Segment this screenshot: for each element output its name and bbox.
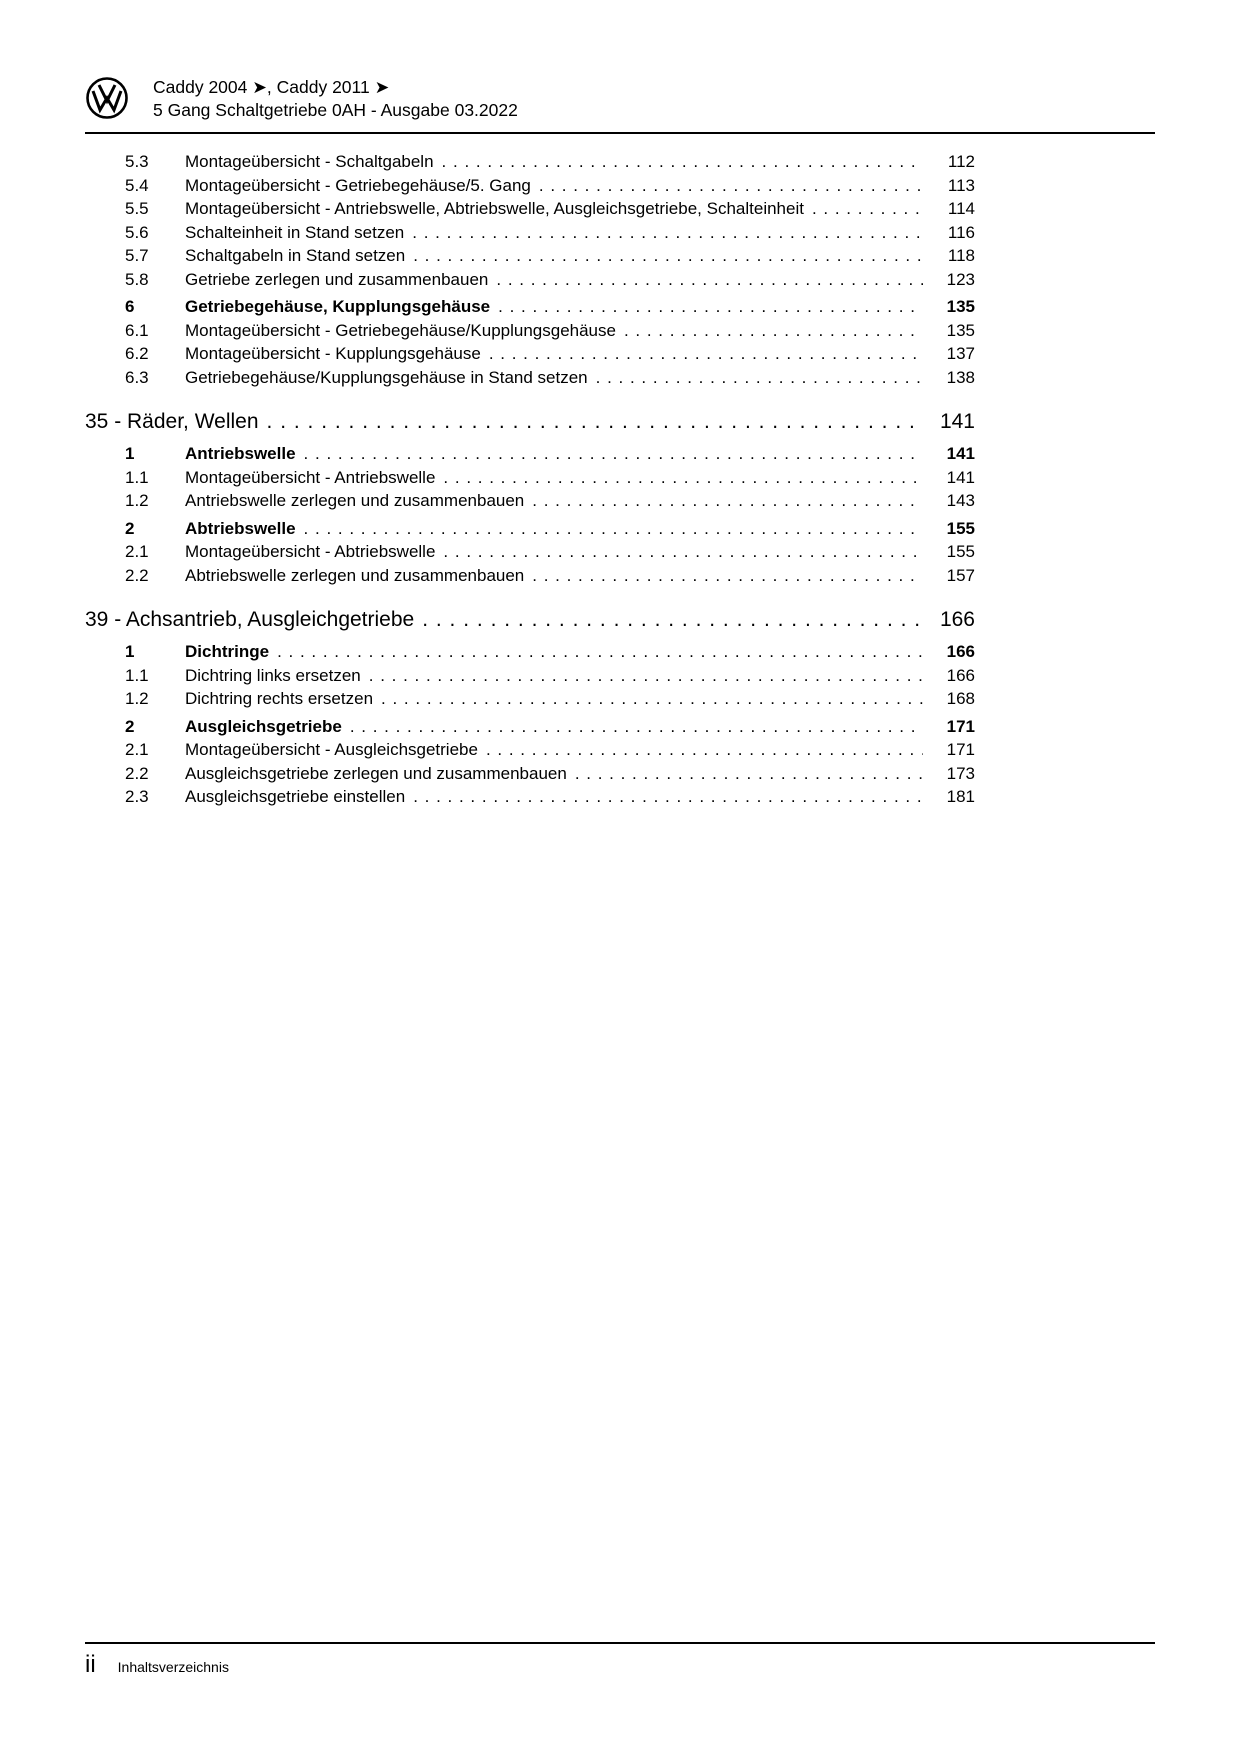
toc-entry-page: 181 xyxy=(946,787,975,806)
dot-leader xyxy=(413,785,923,809)
toc-entry-page: 173 xyxy=(946,763,975,783)
toc-entry-title: Montageübersicht - Getriebegehäuse/5. Gang xyxy=(185,175,531,195)
toc-row xyxy=(85,197,1155,221)
header-text-block xyxy=(153,76,518,122)
toc-row xyxy=(85,442,1155,466)
toc-row xyxy=(85,517,1155,541)
dot-leader xyxy=(443,466,923,490)
toc-row xyxy=(85,540,1155,564)
toc-row xyxy=(85,150,1155,174)
dot-leader xyxy=(442,150,923,174)
toc-entry-page: 137 xyxy=(946,344,975,363)
dot-leader xyxy=(539,174,923,198)
toc-row xyxy=(85,408,1155,435)
toc-entry-title: Antriebswelle xyxy=(185,444,296,463)
toc-entry-title: 35 - Räder, Wellen xyxy=(85,410,259,433)
footer-section-label: Inhaltsverzeichnis xyxy=(117,1659,229,1675)
toc-entry-number: 5.7 xyxy=(125,246,149,265)
toc-entry-number: 5.5 xyxy=(125,199,149,218)
toc-entry-number: 5.6 xyxy=(125,222,149,242)
toc-entry-page: 118 xyxy=(947,246,975,265)
toc-entry-page: 138 xyxy=(946,367,975,387)
toc-entry-number: 6 xyxy=(125,297,135,316)
toc-entry-title: Abtriebswelle zerlegen und zusammenbauen xyxy=(185,565,525,585)
toc-entry-page: 114 xyxy=(947,199,975,218)
toc-entry-number: 2.1 xyxy=(125,542,149,561)
toc-entry-page: 166 xyxy=(946,642,975,661)
dot-leader xyxy=(532,489,923,513)
toc-entry-number: 2 xyxy=(125,716,135,736)
toc-row xyxy=(85,342,1155,366)
dot-leader xyxy=(304,517,923,541)
toc-entry-page: 168 xyxy=(946,689,975,708)
dot-leader xyxy=(443,540,923,564)
dot-leader xyxy=(277,640,923,664)
toc-row xyxy=(85,738,1155,762)
toc-entry-title: Montageübersicht - Ausgleichsgetriebe xyxy=(185,740,478,759)
toc-entry-page: 141 xyxy=(946,444,975,463)
toc-entry-page: 166 xyxy=(946,665,975,685)
dot-leader xyxy=(381,687,923,711)
dot-leader xyxy=(496,268,923,292)
toc-entry-page: 135 xyxy=(946,297,975,316)
toc-row xyxy=(85,174,1155,198)
toc-entry-title: Schaltgabeln in Stand setzen xyxy=(185,246,406,265)
toc-entry-page: 141 xyxy=(946,467,975,487)
toc-entry-title: Montageübersicht - Getriebegehäuse/Kupplungsgehäuse xyxy=(185,320,616,340)
toc-entry-number: 1 xyxy=(125,444,135,463)
toc-row xyxy=(85,715,1155,739)
toc-entry-page: 143 xyxy=(946,491,975,510)
dot-leader xyxy=(624,319,923,343)
toc-entry-page: 166 xyxy=(939,608,975,631)
toc-entry-title: Dichtring links ersetzen xyxy=(185,665,361,685)
toc-entry-title: Getriebegehäuse/Kupplungsgehäuse in Stand setzen xyxy=(185,367,588,387)
toc-entry-title: Montageübersicht - Kupplungsgehäuse xyxy=(185,344,481,363)
toc-entry-title: Getriebegehäuse, Kupplungsgehäuse xyxy=(185,297,491,316)
toc-entry-title: Dichtringe xyxy=(185,642,270,661)
toc-entry-title: Antriebswelle zerlegen und zusammenbauen xyxy=(185,491,525,510)
header-subject-line: 5 Gang Schaltgetriebe 0AH - Ausgabe 03.2022 xyxy=(153,100,518,120)
toc-row xyxy=(85,466,1155,490)
toc-entry-title: Montageübersicht - Antriebswelle xyxy=(185,467,436,487)
dot-leader xyxy=(486,738,923,762)
toc-entry-page: 141 xyxy=(939,410,975,433)
toc-row xyxy=(85,664,1155,688)
dot-leader xyxy=(350,715,923,739)
toc-entry-page: 113 xyxy=(947,175,975,195)
toc-entry-title: Montageübersicht - Schaltgabeln xyxy=(185,152,434,171)
toc-entry-number: 1.1 xyxy=(125,467,149,487)
toc-entry-title: Ausgleichsgetriebe einstellen xyxy=(185,787,406,806)
vw-logo-icon xyxy=(85,76,129,120)
toc-entry-page: 155 xyxy=(946,518,975,538)
toc-entry-number: 6.3 xyxy=(125,367,149,387)
toc-row xyxy=(85,640,1155,664)
toc-entry-number: 2 xyxy=(125,518,135,538)
dot-leader xyxy=(498,295,923,319)
toc-row xyxy=(85,221,1155,245)
dot-leader xyxy=(532,564,923,588)
dot-leader xyxy=(489,342,923,366)
toc-row xyxy=(85,687,1155,711)
toc-entry-number: 6.1 xyxy=(125,320,149,340)
toc-entry-title: Montageübersicht - Abtriebswelle xyxy=(185,542,436,561)
toc-entry-number: 5.4 xyxy=(125,175,149,195)
toc-entry-title: Schalteinheit in Stand setzen xyxy=(185,222,405,242)
toc-entry-number: 2.2 xyxy=(125,565,149,585)
toc-row xyxy=(85,295,1155,319)
toc-entry-number: 1.1 xyxy=(125,665,149,685)
toc-entry-page: 171 xyxy=(946,716,975,736)
dot-leader xyxy=(422,606,923,633)
toc-row xyxy=(85,244,1155,268)
toc-entry-title: Ausgleichsgetriebe xyxy=(185,716,342,736)
dot-leader xyxy=(413,244,923,268)
toc-entry-page: 171 xyxy=(946,740,975,759)
toc-row xyxy=(85,606,1155,633)
toc-row xyxy=(85,319,1155,343)
toc-entry-title: Ausgleichsgetriebe zerlegen und zusammenbauen xyxy=(185,763,567,783)
dot-leader xyxy=(575,762,923,786)
toc-entry-number: 1.2 xyxy=(125,689,149,708)
page-footer xyxy=(85,1642,1155,1678)
toc-entry-title: Getriebe zerlegen und zusammenbauen xyxy=(185,269,489,289)
toc-entry-number: 5.8 xyxy=(125,269,149,289)
dot-leader xyxy=(267,408,923,435)
header-model-line: Caddy 2004 ➤, Caddy 2011 ➤ xyxy=(153,77,390,97)
dot-leader xyxy=(596,366,923,390)
toc-entry-title: Abtriebswelle xyxy=(185,518,296,538)
toc-entry-page: 112 xyxy=(947,152,975,171)
toc-row xyxy=(85,785,1155,809)
toc-entry-number: 2.3 xyxy=(125,787,149,806)
page-header xyxy=(85,76,1155,134)
toc-entry-number: 2.2 xyxy=(125,763,149,783)
toc-entry-page: 116 xyxy=(947,222,975,242)
toc-row xyxy=(85,366,1155,390)
toc-entry-number: 5.3 xyxy=(125,152,149,171)
dot-leader xyxy=(812,197,923,221)
toc-row xyxy=(85,489,1155,513)
toc-entry-number: 6.2 xyxy=(125,344,149,363)
toc-entry-number: 1 xyxy=(125,642,135,661)
toc-row xyxy=(85,564,1155,588)
toc-entry-page: 157 xyxy=(946,565,975,585)
footer-page-number: ii xyxy=(85,1651,96,1678)
toc-entry-page: 155 xyxy=(946,542,975,561)
toc-entry-title: 39 - Achsantrieb, Ausgleichgetriebe xyxy=(85,608,415,631)
table-of-contents xyxy=(85,150,1155,809)
dot-leader xyxy=(369,664,923,688)
toc-entry-title: Dichtring rechts ersetzen xyxy=(185,689,374,708)
toc-entry-number: 1.2 xyxy=(125,491,149,510)
dot-leader xyxy=(304,442,923,466)
toc-entry-page: 123 xyxy=(946,269,975,289)
toc-entry-title: Montageübersicht - Antriebswelle, Abtriebswelle, Ausgleichsgetriebe, Schalteinheit xyxy=(185,199,804,218)
toc-row xyxy=(85,762,1155,786)
toc-entry-number: 2.1 xyxy=(125,740,149,759)
toc-row xyxy=(85,268,1155,292)
dot-leader xyxy=(412,221,923,245)
toc-entry-page: 135 xyxy=(946,320,975,340)
